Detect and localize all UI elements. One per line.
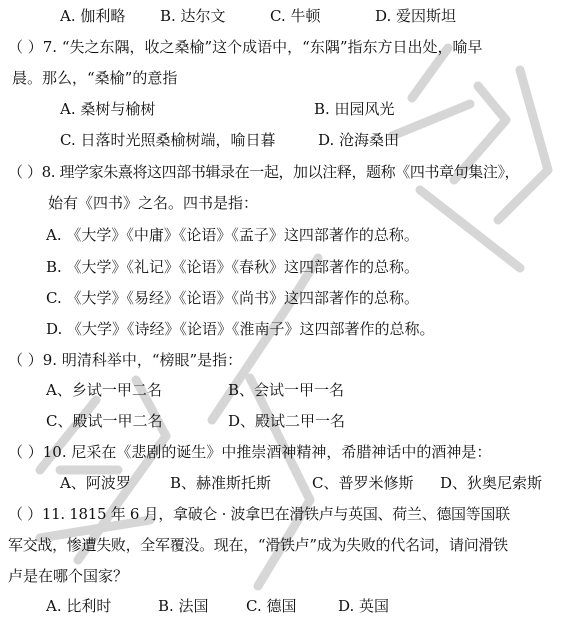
q10-option-b: B、赫准斯托斯 — [170, 474, 272, 492]
q8-stem-text-continued: 始有《四书》之名。四书是指： — [48, 194, 259, 212]
q6-option-b: B. 达尔文 — [160, 7, 226, 25]
q7-option-a: A. 桑树与榆树 — [60, 100, 156, 118]
q11-stem-text-continued: 军交战，惨遭失败，全军覆没。现在，“滑铁卢”成为失败的代名词，请问滑铁 — [8, 536, 508, 554]
q7-stem-text-continued: 晨。那么，“桑榆”的意指 — [12, 69, 178, 87]
q10-option-c: C、普罗米修斯 — [312, 474, 414, 492]
q8-option-c: C. 《大学》《易经》《论语》《尚书》这四部著作的总称。 — [46, 289, 419, 307]
q9-option-b: B、会试一甲一名 — [228, 381, 345, 399]
q8-option-b: B. 《大学》《礼记》《论语》《春秋》这四部著作的总称。 — [46, 258, 420, 276]
q7-option-b: B. 田园风光 — [314, 100, 395, 118]
q9-option-a: A、乡试一甲二名 — [46, 381, 162, 399]
q10-stem-text: （ ）10. 尼采在《悲剧的诞生》中推崇酒神精神，希腊神话中的酒神是： — [8, 443, 492, 461]
q10-option-a: A、阿波罗 — [60, 474, 131, 492]
q8-option-a: A. 《大学》《中庸》《论语》《孟子》这四部著作的总称。 — [46, 226, 419, 244]
q6-option-c: C. 牛顿 — [270, 7, 321, 25]
q10-option-d: D、狄奥尼索斯 — [440, 474, 543, 492]
q8-option-d: D. 《大学》《诗经》《论语》《淮南子》这四部著作的总称。 — [46, 320, 435, 338]
q7-option-c: C. 日落时光照桑榆树端，喻日暮 — [60, 131, 276, 149]
q9-option-d: D、殿试二甲一名 — [228, 412, 346, 430]
q11-option-b: B. 法国 — [158, 597, 209, 615]
q11-option-d: D. 英国 — [338, 597, 390, 615]
q11-option-c: C. 德国 — [246, 597, 297, 615]
q11-stem-text: （ ）11. 1815 年 6 月，拿破仑 · 波拿巴在滑铁卢与英国、荷兰、德国等国联 — [8, 505, 510, 523]
q11-stem-text-end: 卢是在哪个国家？ — [8, 567, 129, 585]
q11-option-a: A. 比利时 — [46, 597, 112, 615]
q6-option-a: A. 伽利略 — [60, 7, 126, 25]
q9-option-c: C、殿试一甲二名 — [46, 412, 163, 430]
q7-option-d: D. 沧海桑田 — [318, 131, 400, 149]
q8-stem-text: （ ）8. 理学家朱熹将这四部书辑录在一起，加以注释，题称《四书章句集注》， — [8, 163, 520, 181]
q9-stem-text: （ ）9. 明清科举中，“榜眼”是指： — [8, 351, 243, 369]
q6-option-d: D. 爱因斯坦 — [375, 7, 457, 25]
q7-stem-text: （ ）7. “失之东隅，收之桑榆”这个成语中，“东隅”指东方日出处，喻早 — [8, 38, 483, 56]
